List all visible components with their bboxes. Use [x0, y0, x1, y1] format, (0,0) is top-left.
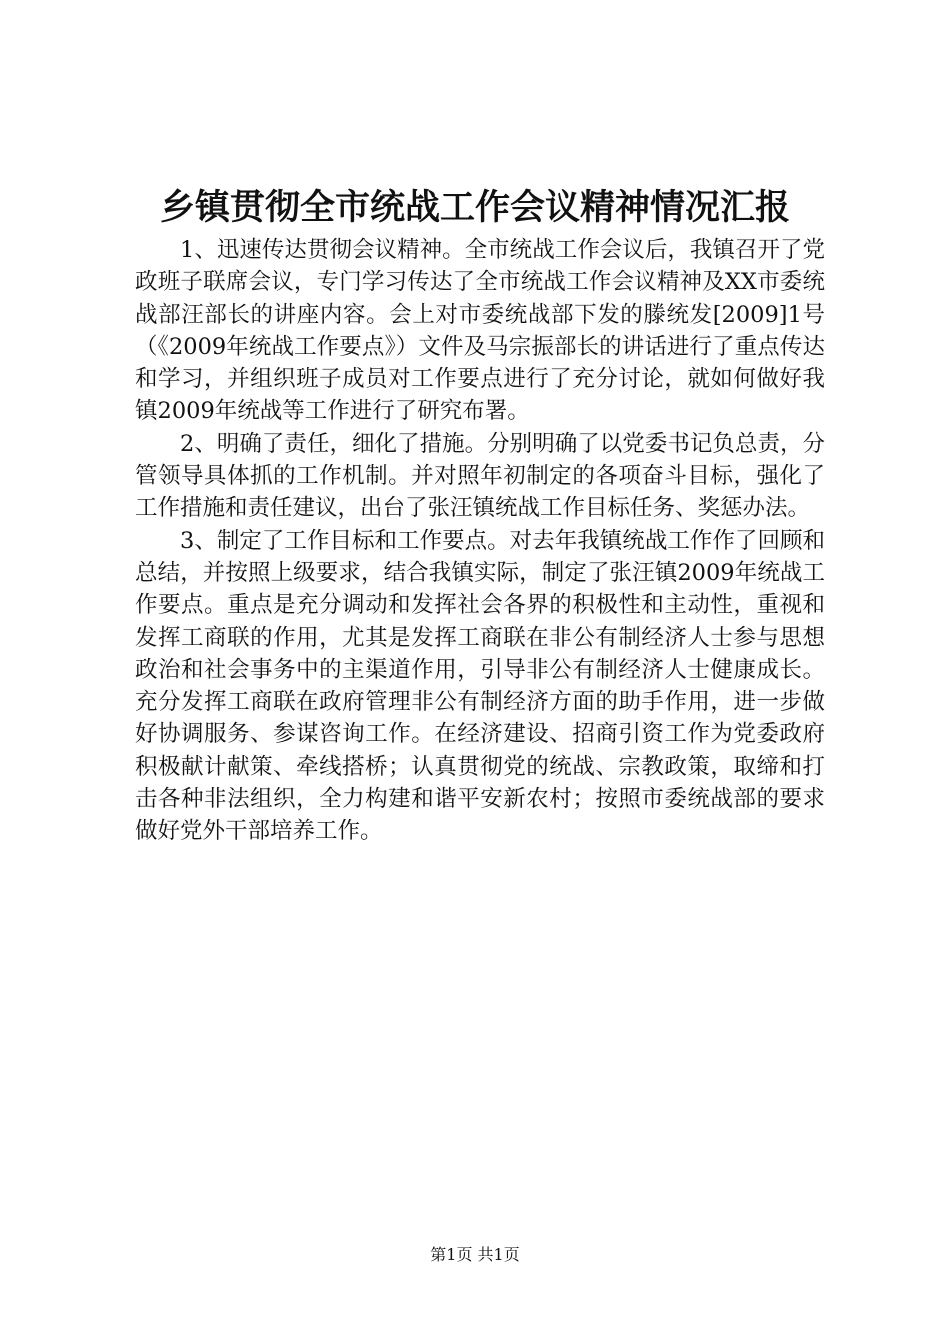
page-footer: 第1页 共1页	[430, 1245, 520, 1264]
paragraph-3: 3、制定了工作目标和工作要点。对去年我镇统战工作作了回顾和总结，并按照上级要求，结合我镇实际，制定了张汪镇2009年统战工作要点。重点是充分调动和发挥社会各界的积极性和主动性，重视和发挥工商联的作用，尤其是发挥工商联在非公有制经济人士参与思想政治和社会事务中的主渠道作用，引导非公有制经济人士健康成长。充分发挥工商联在政府管理非公有制经济方面的助手作用，进一步做好协调服务、参谋咨询工作。在经济建设、招商引资工作为党委政府积极献计献策、牵线搭桥；认真贯彻党的统战、宗教政策，取缔和打击各种非法组织，全力构建和谐平安新农村；按照市委统战部的要求做好党外干部培养工作。	[135, 527, 825, 845]
paragraph-2: 2、明确了责任，细化了措施。分别明确了以党委书记负总责，分管领导具体抓的工作机制。并对照年初制定的各项奋斗目标，强化了工作措施和责任建议，出台了张汪镇统战工作目标任务、奖惩办法。	[135, 430, 825, 522]
document-body	[135, 234, 825, 848]
document-title: 乡镇贯彻全市统战工作会议精神情况汇报	[159, 187, 790, 228]
paragraph-1: 1、迅速传达贯彻会议精神。全市统战工作会议后，我镇召开了党政班子联席会议，专门学习传达了全市统战工作会议精神及XX市委统战部汪部长的讲座内容。会上对市委统战部下发的滕统发[2009]1号（《2009年统战工作要点》）文件及马宗振部长的讲话进行了重点传达和学习，并组织班子成员对工作要点进行了充分讨论，就如何做好我镇2009年统战等工作进行了研究布署。	[135, 237, 825, 425]
